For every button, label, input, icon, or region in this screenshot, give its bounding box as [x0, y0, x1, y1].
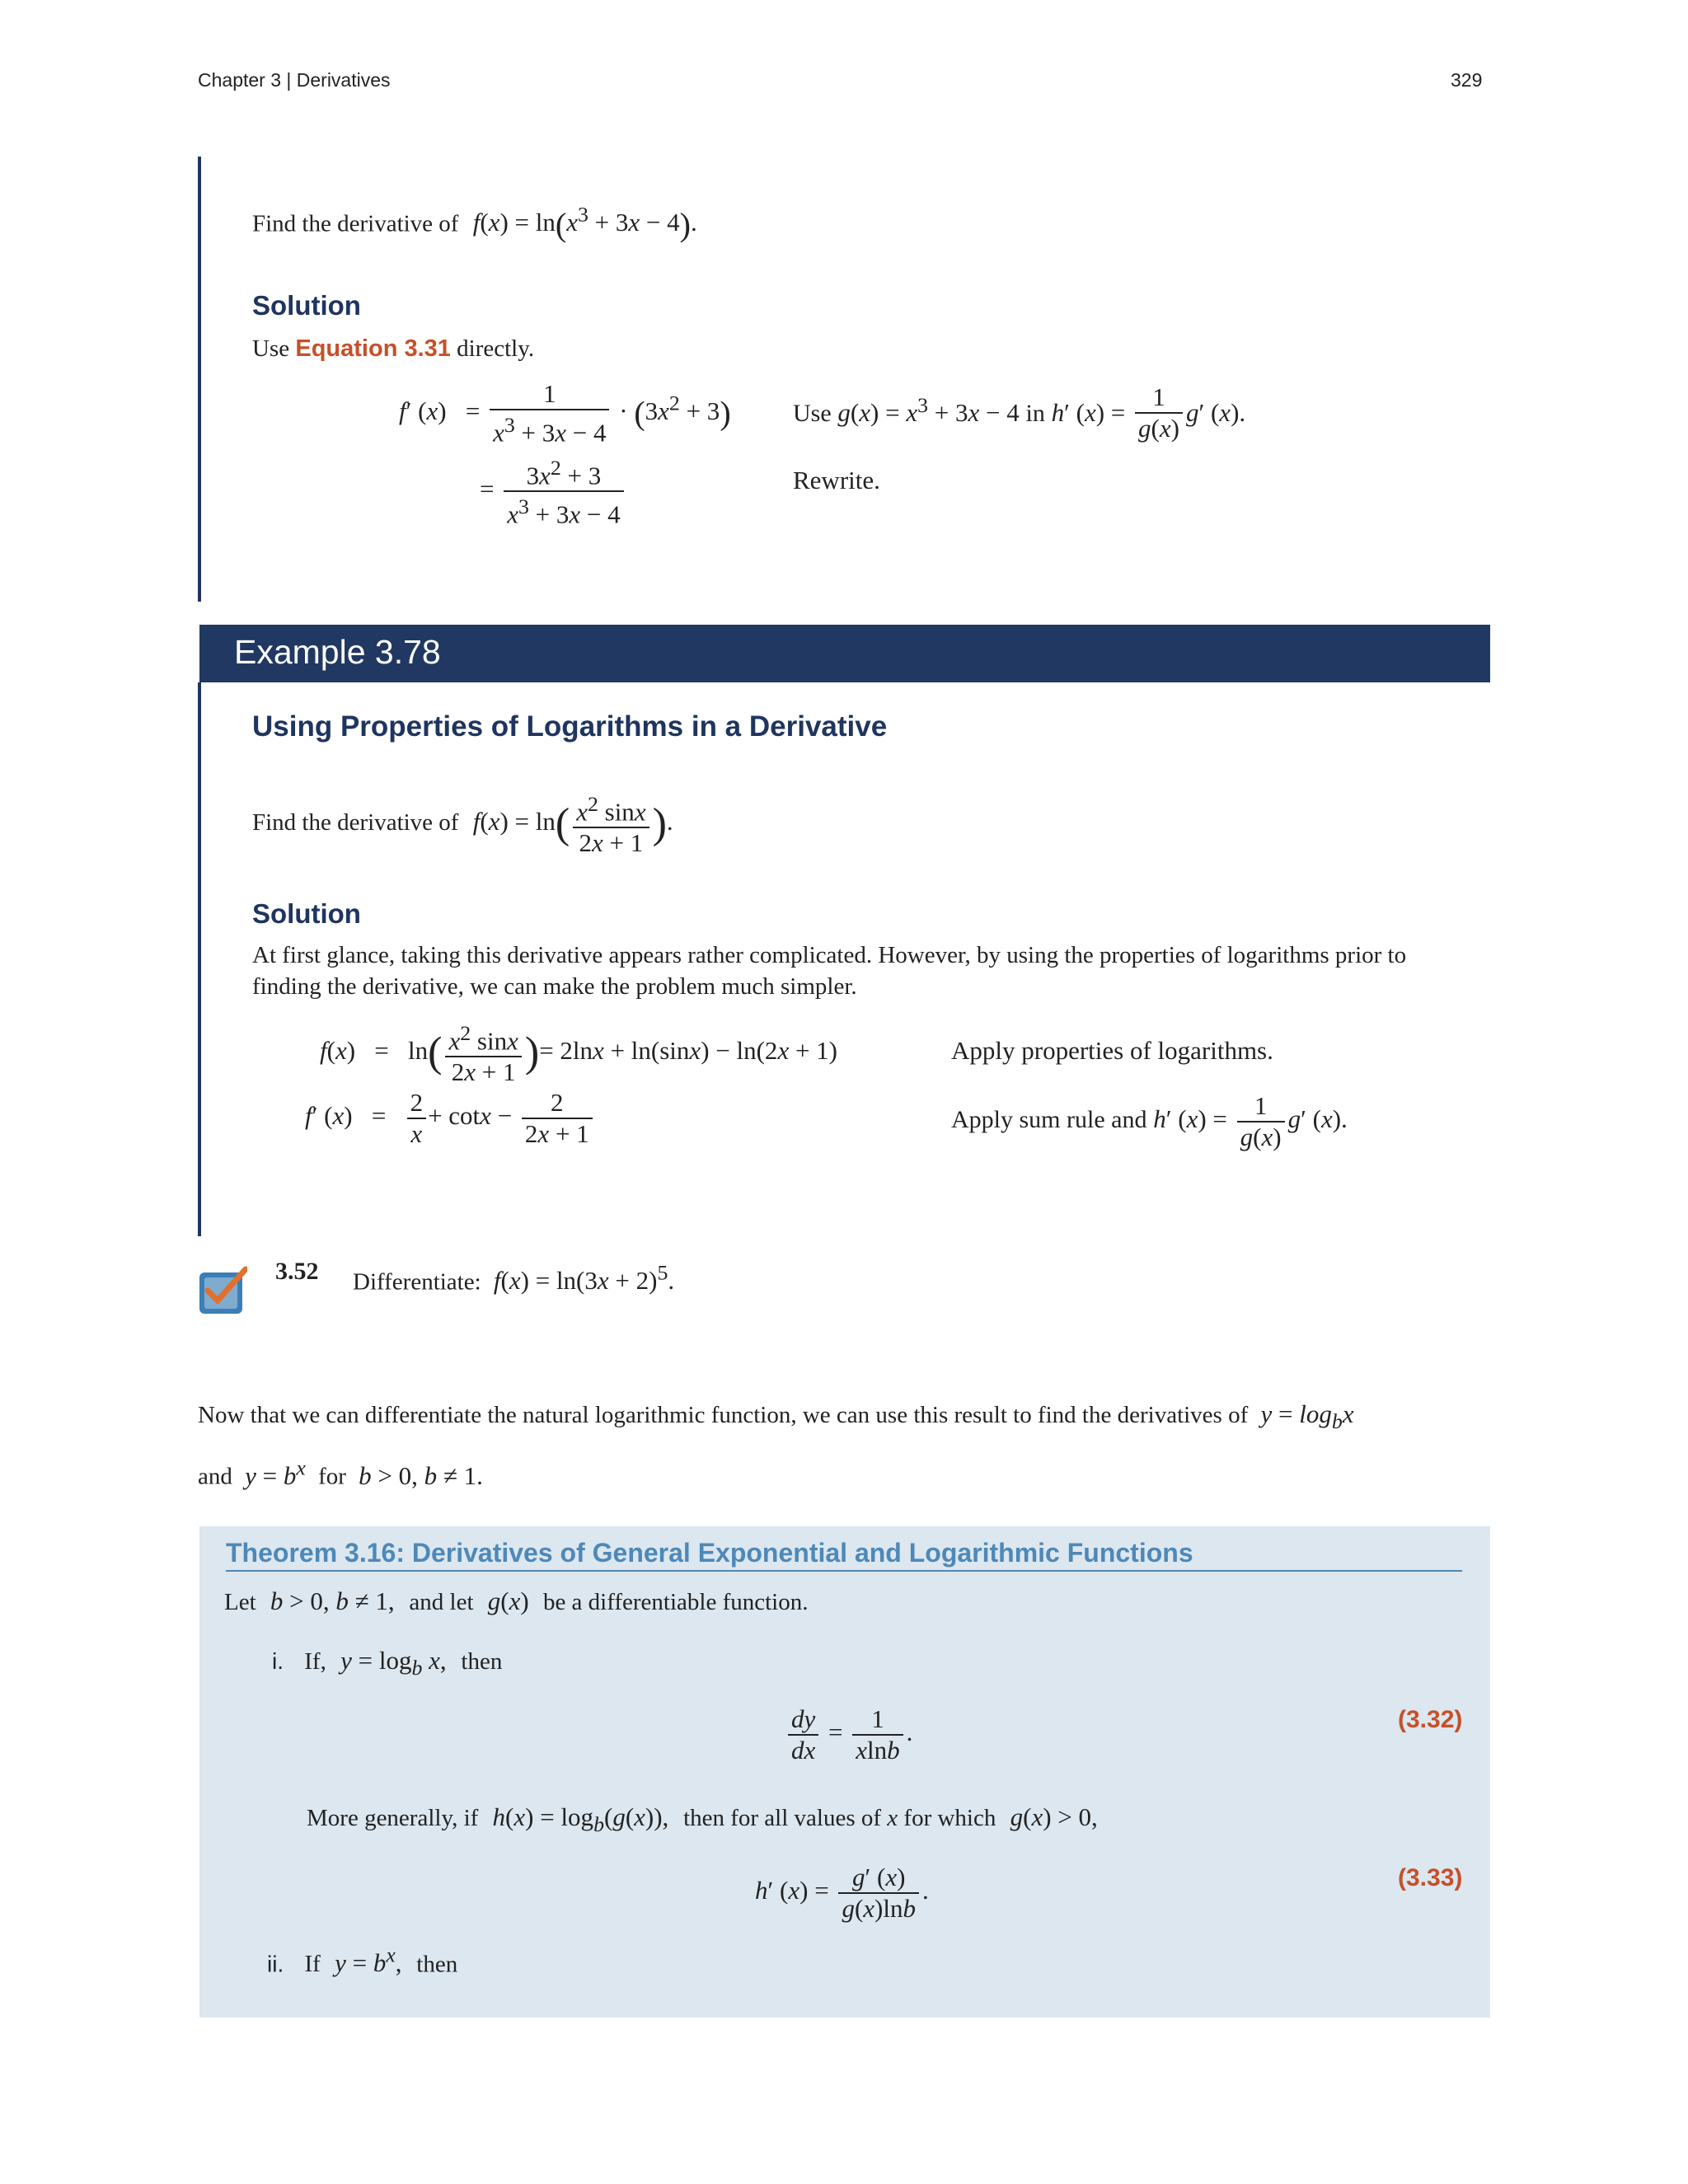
equation-number-3-32: (3.32): [1398, 1706, 1463, 1733]
example-solution-text: At first glance, taking this derivative appears rather complicated. However, by using the properties of logarithms prior to finding the derivative, we can make the problem much simpler.: [252, 942, 1407, 1000]
theorem-item-ii: ii. If $y = b^x$, then: [267, 1943, 458, 1978]
problem-prompt: Find the derivative of $f(x) = \ln(x^3 + 3x - 4)$.: [252, 203, 697, 244]
equation-3-31-link[interactable]: Equation 3.31: [295, 335, 451, 362]
example-note-2: Apply sum rule and h′ (x) = $\frac{1}{g(x)}$ g′ (x).: [951, 1091, 1348, 1151]
example-derivation-line-2: f′ (x) = $\frac{2}{x}$ + cotx − $\frac{2}{2x + 1}$: [305, 1088, 596, 1149]
theorem-let-line: Let b > 0, b ≠ 1, and let g(x) be a differentiable function.: [224, 1586, 809, 1615]
theorem-title: Theorem 3.16: Derivatives of General Exponential and Logarithmic Functions: [226, 1538, 1462, 1572]
theorem-generally-line: More generally, if $h(x) = \log_b(g(x))$, then for all values of x for which g(x) > 0,: [307, 1802, 1098, 1837]
intro-paragraph: Now that we can differentiate the natural logarithmic function, we can use this result to find the derivatives of $y = \log_bx$ and $y = b^x$ for b > 0, b ≠ 1.: [198, 1399, 1354, 1490]
example-solution-heading: Solution: [252, 898, 361, 929]
running-header: Chapter 3 | Derivatives: [198, 69, 391, 91]
equation-number-3-33: (3.33): [1398, 1864, 1463, 1891]
exercise-number: 3.52: [275, 1258, 319, 1285]
exercise-prompt: Differentiate: $f(x) = \ln(3x + 2)^5$.: [353, 1261, 675, 1296]
page-number: 329: [1451, 69, 1483, 91]
derivation-line-1: f′ (x) = $\frac{1}{x^3 + 3x - 4}$ · $(3x^2 + 3)$: [399, 379, 731, 448]
example-note-1: Apply properties of logarithms.: [951, 1036, 1273, 1065]
equation-3-33: h′ (x) = $\frac{g' (x)}{g(x)\ln b}$ .: [755, 1863, 929, 1923]
theorem-item-i: i. If, $y = \log_b x$, then: [272, 1646, 503, 1680]
example-prompt: Find the derivative of f(x) = ln( $\frac{x^2 \sin x}{2x + 1}$ ).: [252, 790, 673, 858]
derivation-note-1: Use $g(x) = x^3 + 3x - 4$ in h′ (x) = $\frac{1}{g(x)}$ g′ (x).: [793, 382, 1246, 443]
example-title: Using Properties of Logarithms in a Derivative: [252, 710, 888, 743]
example-banner: Example 3.78: [199, 625, 1490, 682]
equation-3-32: $\frac{dy}{dx}$ = $\frac{1}{xlnb}$ .: [785, 1704, 912, 1765]
block-left-rule: [198, 157, 201, 602]
example-left-rule: [198, 682, 201, 1236]
theorem-box: [199, 1526, 1490, 2018]
checkpoint-icon: [198, 1266, 247, 1315]
solution-intro: Use Equation 3.31 directly.: [252, 335, 535, 362]
derivation-note-2: Rewrite.: [793, 466, 880, 494]
solution-heading: Solution: [252, 290, 361, 321]
example-derivation-line-1: f(x) = ln( $\frac{x^2 \sin x}{2x + 1}$ )= 2lnx + ln(sinx) − ln(2x + 1): [320, 1019, 837, 1087]
derivation-line-2: = $\frac{3x^2 + 3}{x^3 + 3x - 4}$: [480, 453, 627, 530]
